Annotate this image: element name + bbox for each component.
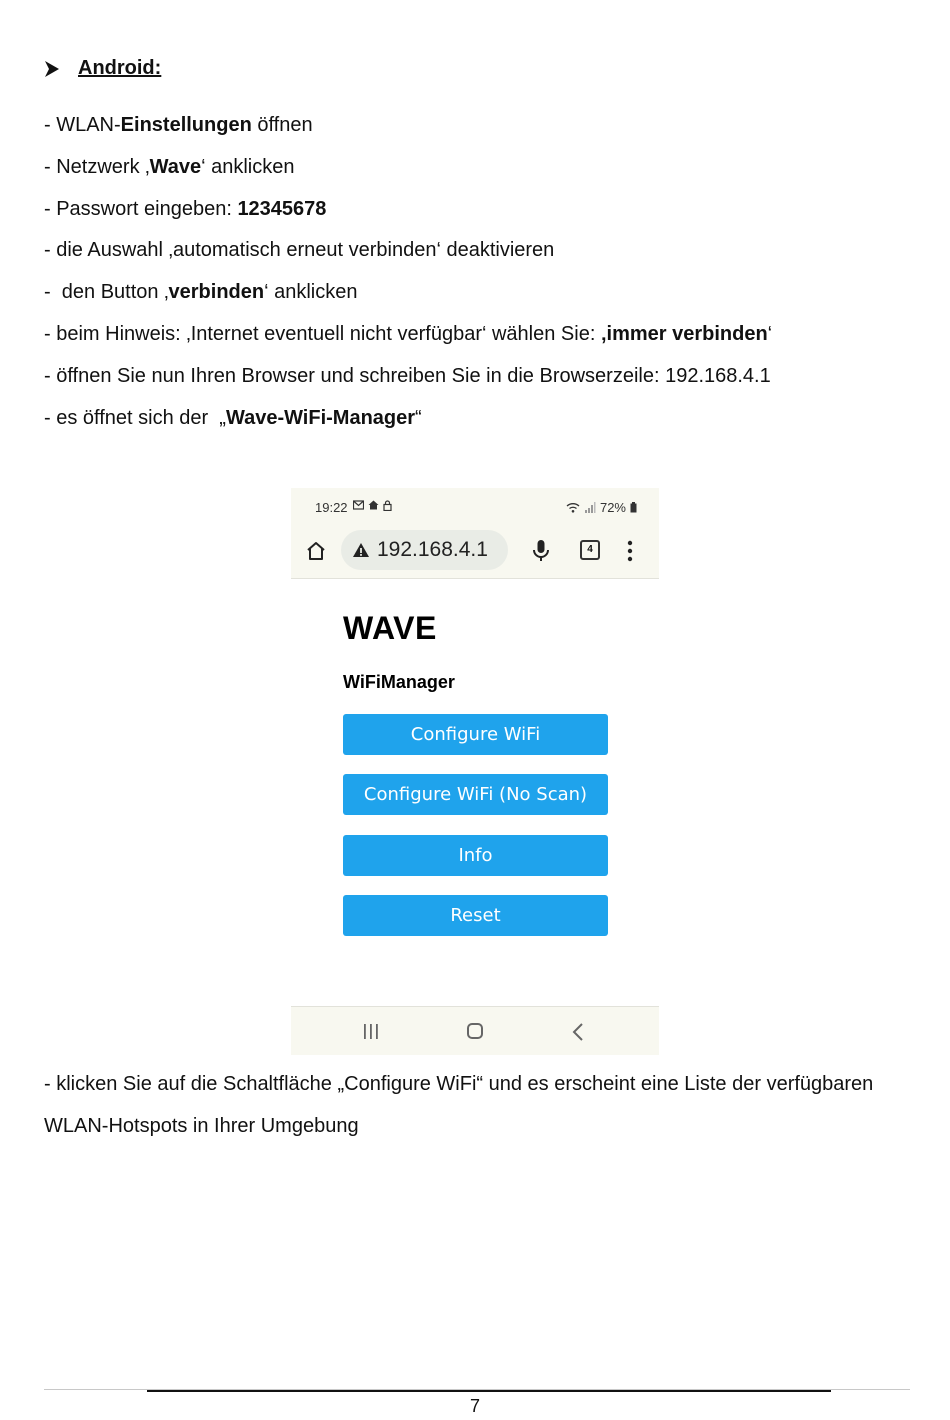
mail-icon [353,500,364,510]
configure-wifi-button[interactable]: Configure WiFi [343,714,608,755]
configure-wifi-instruction: - klicken Sie auf die Schaltfläche „Configure WiFi“ und es erscheint eine Liste der verfügbaren WLAN-Hotspots in Ihrer Umgebung [44,1073,874,1137]
address-bar[interactable] [341,530,508,570]
lock-icon [383,500,392,511]
instruction-step: - beim Hinweis: ‚Internet eventuell nicht verfügbar‘ wählen Sie: ‚immer verbinden‘ [44,322,773,345]
home-status-icon [368,500,379,510]
instruction-step: - die Auswahl ‚automatisch erneut verbinden‘ deaktivieren [44,239,555,262]
browser-home-icon[interactable] [305,540,327,562]
battery-icon [630,502,637,513]
info-button[interactable]: Info [343,835,608,876]
status-system-icons [566,500,637,515]
nav-home-icon[interactable] [467,1023,483,1039]
instruction-step: - öffnen Sie nun Ihren Browser und schreiben Sie in die Browserzeile: 192.168.4.1 [44,364,771,387]
microphone-icon[interactable] [531,539,551,563]
page-number: 7 [469,1396,480,1416]
instruction-step: - es öffnet sich der „Wave-WiFi-Manager“ [44,406,422,429]
android-nav-bar [291,1006,659,1055]
url-text: 192.168.4.1 [377,538,488,561]
instruction-step: - den Button ‚verbinden‘ anklicken [44,281,358,304]
phone-screenshot [291,488,659,1055]
back-icon[interactable] [572,1023,584,1041]
tab-switcher-icon[interactable]: 4 [580,540,600,560]
section-heading-row [44,48,161,90]
configure-wifi-no-scan-button[interactable]: Configure WiFi (No Scan) [343,774,608,815]
instruction-step: - Passwort eingeben: 12345678 [44,197,327,220]
status-notification-icons [353,500,392,511]
wifimanager-title: WAVE [343,610,437,646]
instruction-list [44,105,924,439]
status-bar [291,488,659,526]
warning-icon [352,542,370,558]
wifimanager-subtitle: WiFiManager [343,672,455,692]
instruction-step: - WLAN-Einstellungen öffnen [44,114,313,136]
footer-divider-accent [147,1390,831,1392]
browser-toolbar [291,526,659,579]
section-heading: Android: [78,57,162,79]
status-time: 19:22 [315,500,348,515]
instruction-step: - Netzwerk ‚Wave‘ anklicken [44,155,295,178]
recent-apps-icon[interactable] [363,1024,379,1039]
arrow-bullet-icon [44,60,60,78]
more-options-icon[interactable] [625,539,635,563]
reset-button[interactable]: Reset [343,895,608,936]
wifi-icon [566,502,580,513]
battery-percent: 72% [599,500,626,515]
signal-icon [584,502,596,513]
